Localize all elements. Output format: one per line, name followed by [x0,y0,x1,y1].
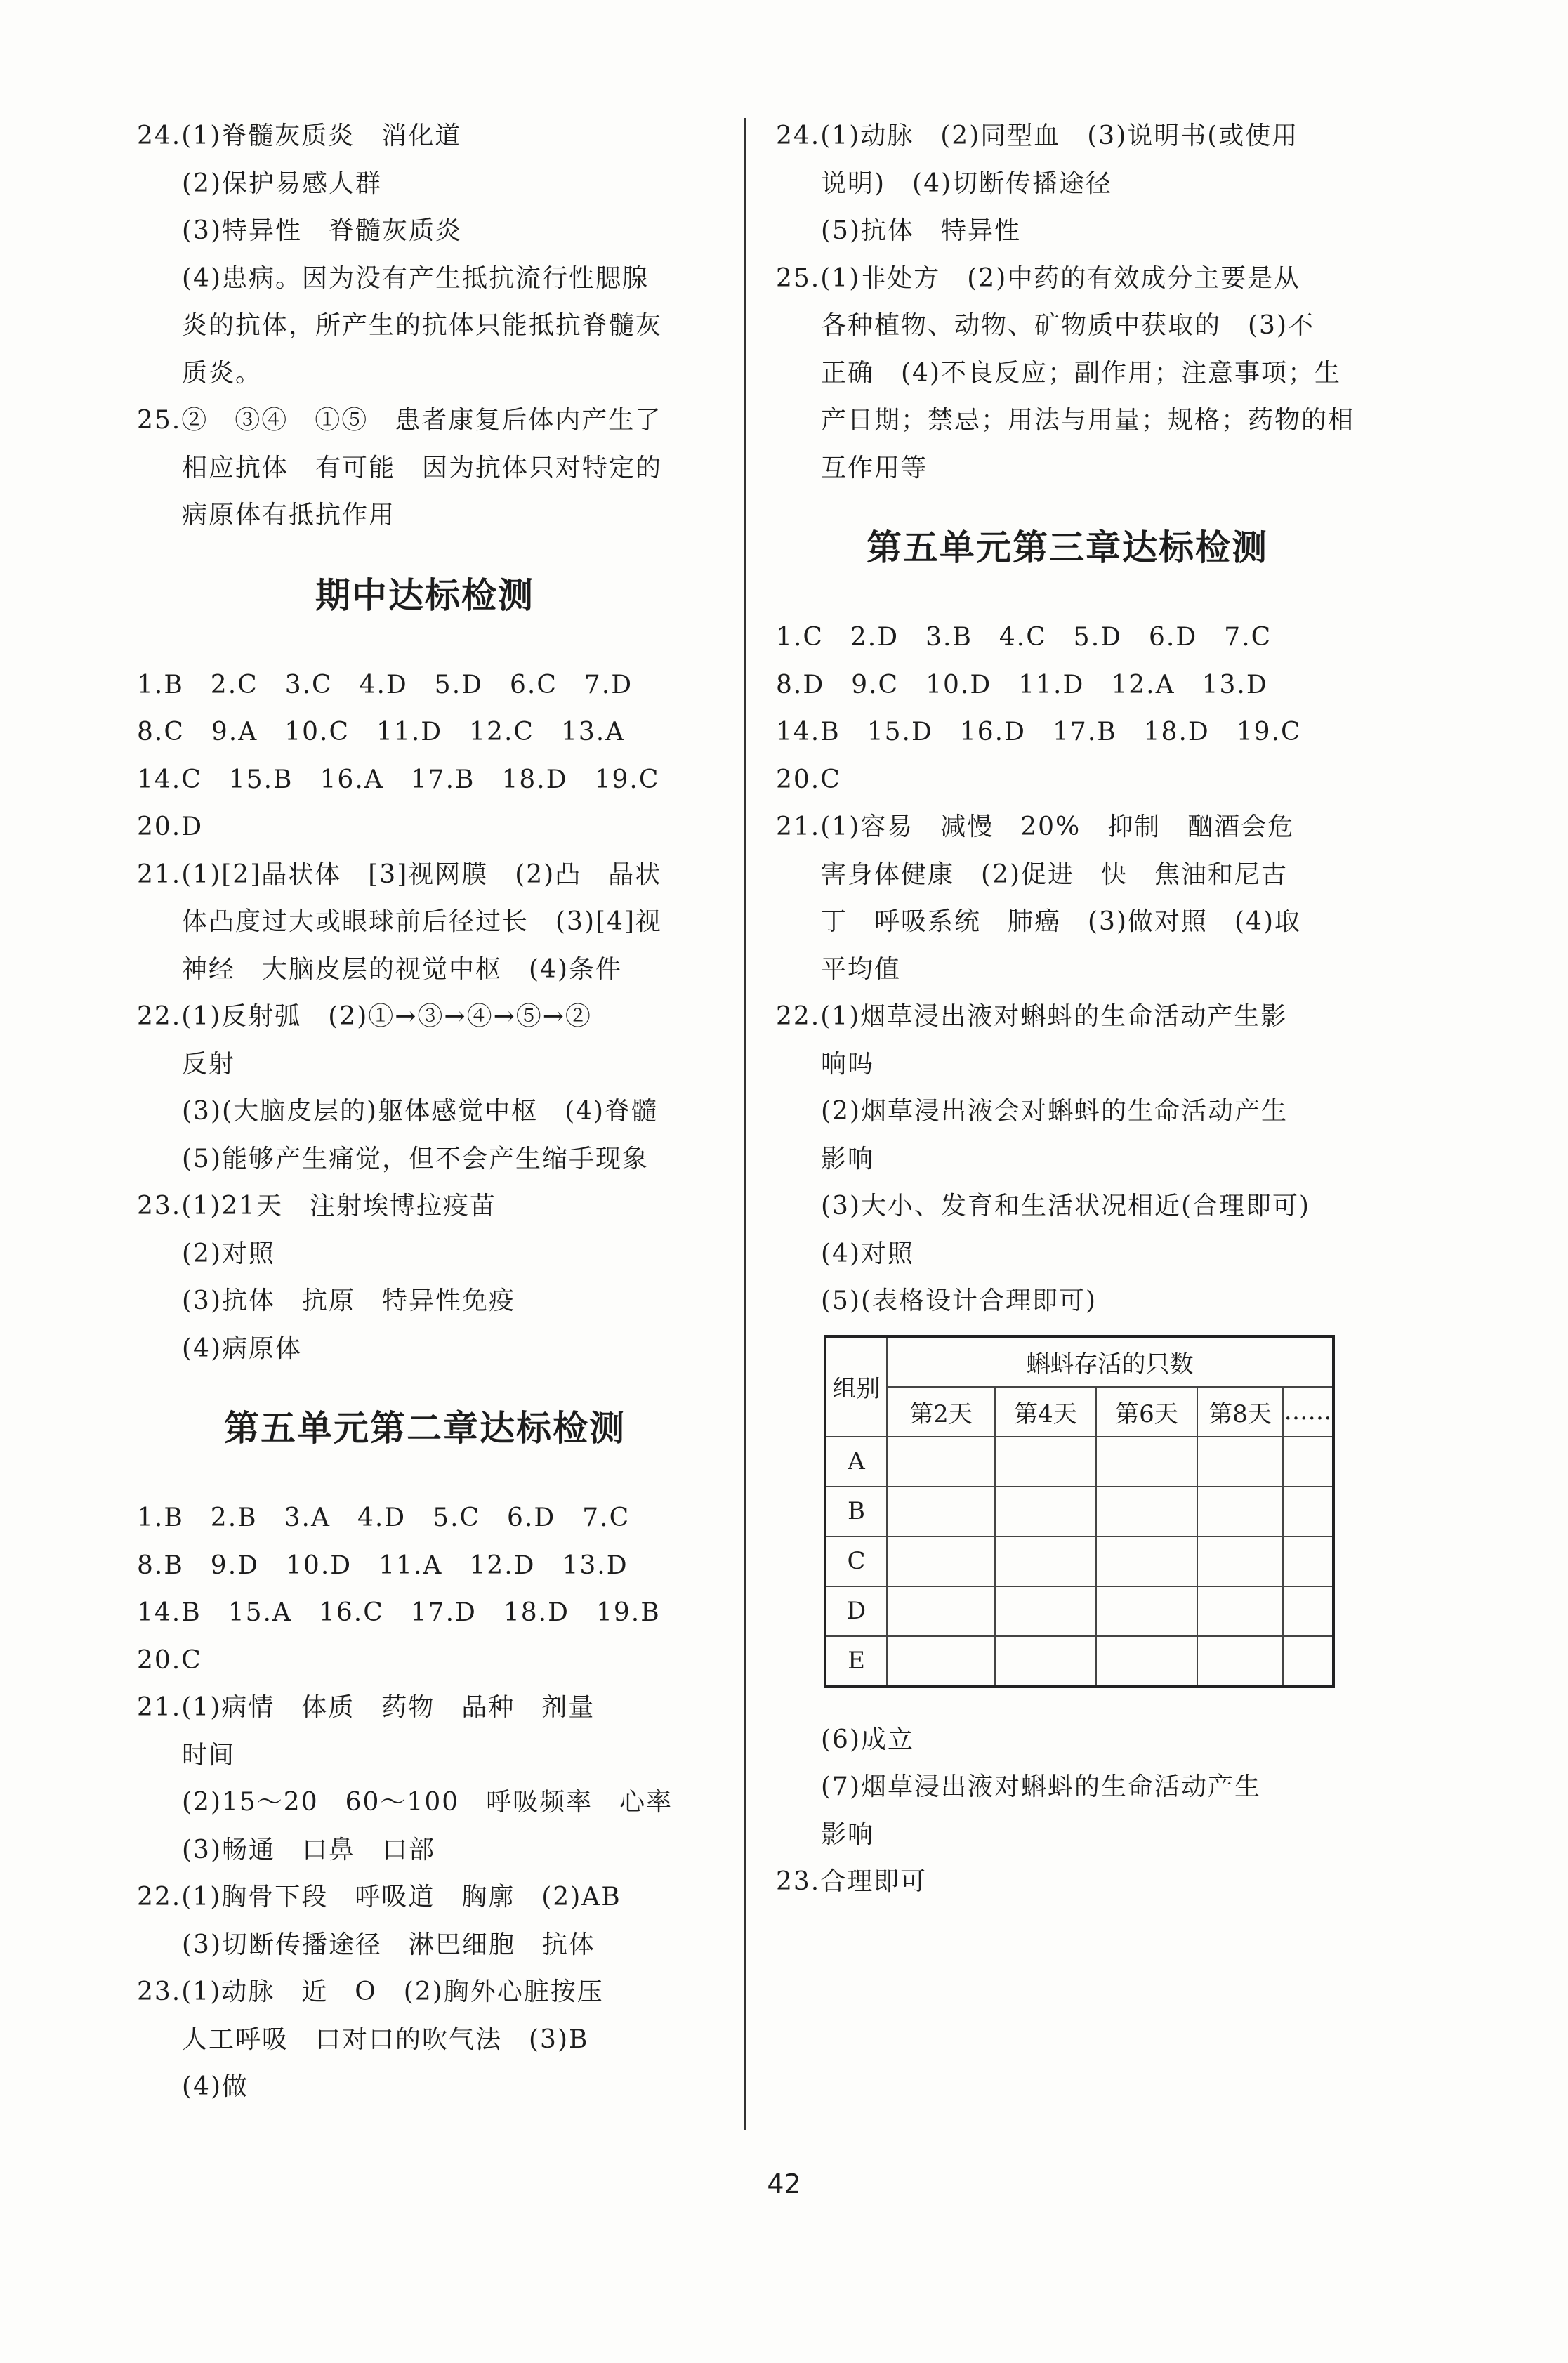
table-header-day: 第8天 [1197,1387,1283,1437]
answer-line: 24.(1)动脉 (2)同型血 (3)说明书(或使用 [776,121,1299,150]
answer-line: (3)畅通 口鼻 口部 [182,1835,435,1864]
table-cell [887,1487,995,1536]
answer-line: (3)切断传播途径 淋巴细胞 抗体 [182,1930,595,1959]
answer-line: (6)成立 [821,1725,914,1754]
section-chapter2-answers [137,1494,713,2111]
answer-line: 丁 呼吸系统 肺癌 (3)做对照 (4)取 [821,907,1301,936]
page-number: 42 [767,2168,801,2199]
table-cell-group: A [825,1437,887,1487]
table-cell [1197,1536,1283,1586]
answer-line: 反射 [182,1049,236,1079]
answer-line: 23.(1)21天 注射埃博拉疫苗 [137,1192,497,1220]
table-row [825,1487,1333,1536]
tadpole-survival-table [824,1335,1335,1688]
answer-line: 体凸度过大或眼球前后径过长 (3)[4]视 [182,907,662,936]
answer-line: (5)抗体 特异性 [821,216,1021,245]
table-cell [1283,1536,1333,1586]
table-cell [1197,1437,1283,1487]
table-cell [1283,1487,1333,1536]
table-cell [1197,1636,1283,1687]
table-cell [1283,1437,1333,1487]
answer-line: (3)特异性 脊髓灰质炎 [182,216,462,245]
answer-line: 14.B 15.D 16.D 17.B 18.D 19.C [776,718,1302,746]
table-cell [995,1636,1096,1687]
table-cell [1283,1636,1333,1687]
answer-line: (5)(表格设计合理即可) [821,1286,1098,1315]
table-cell [1283,1586,1333,1636]
answer-line: 质炎。 [182,358,263,388]
table-cell [1096,1437,1197,1487]
answer-line: 产日期；禁忌；用法与用量；规格；药物的相 [821,406,1355,435]
table-cell-group: E [825,1636,887,1687]
answer-line: 说明) (4)切断传播途径 [821,169,1113,198]
answer-line: 1.C 2.D 3.B 4.C 5.D 6.D 7.C [776,623,1272,652]
answer-line: (2)烟草浸出液会对蝌蚪的生命活动产生 [821,1097,1288,1126]
section-midterm-answers [137,661,713,1373]
answer-line: 1.B 2.B 3.A 4.D 5.C 6.D 7.C [137,1503,631,1532]
column-divider [744,118,746,2130]
answer-line: 21.(1)[2]晶状体 [3]视网膜 (2)凸 晶状 [137,860,662,889]
answer-line: 害身体健康 (2)促进 快 焦油和尼古 [821,860,1288,889]
answer-line: 响吗 [821,1049,875,1079]
table-header-day: …… [1283,1387,1333,1437]
answer-line: 20.C [776,765,841,794]
table-cell [1096,1536,1197,1586]
table-cell [1096,1487,1197,1536]
answer-line: 25.(1)非处方 (2)中药的有效成分主要是从 [776,263,1301,293]
answers-after-table [776,1716,1359,1906]
answer-line: 1.B 2.C 3.C 4.D 5.D 6.C 7.D [137,670,633,699]
answer-line: 24.(1)脊髓灰质炎 消化道 [137,121,462,150]
answer-line: 14.C 15.B 16.A 17.B 18.D 19.C [137,765,660,794]
table-row [825,1437,1333,1487]
table-cell [887,1536,995,1586]
answer-line: 病原体有抵抗作用 [182,501,396,529]
table-header-day: 第2天 [887,1387,995,1437]
answer-line: 炎的抗体，所产生的抗体只能抵抗脊髓灰 [182,311,663,340]
answer-line: 23.(1)动脉 近 O (2)胸外心脏按压 [137,1977,604,2006]
answer-line: 21.(1)病情 体质 药物 品种 剂量 [137,1693,595,1722]
answer-line: 20.D [137,812,204,841]
answer-line: 各种植物、动物、矿物质中获取的 (3)不 [821,311,1315,340]
section-chapter3-answers [776,614,1359,1325]
answer-line: 8.C 9.A 10.C 11.D 12.C 13.A [137,718,626,746]
table-cell [1096,1636,1197,1687]
answers-24-25-right [776,112,1359,492]
answer-line: (5)能够产生痛觉，但不会产生缩手现象 [182,1144,649,1173]
answer-line: (2)保护易感人群 [182,169,382,198]
section-title-chapter3: 第五单元第三章达标检测 [867,527,1268,568]
answer-line: 21.(1)容易 减慢 20% 抑制 酗酒会危 [776,812,1295,841]
answer-line: 22.(1)反射弧 (2)①→③→④→⑤→② [137,1002,592,1031]
answer-line: (3)(大脑皮层的)躯体感觉中枢 (4)脊髓 [182,1097,659,1126]
table-cell [995,1487,1096,1536]
left-column [137,112,713,2111]
table-cell [995,1437,1096,1487]
answer-line: 23.合理即可 [776,1867,928,1896]
answer-line: 8.B 9.D 10.D 11.A 12.D 13.D [137,1551,628,1580]
answer-line: (2)15～20 60～100 呼吸频率 心率 [182,1788,673,1817]
table-cell [1197,1586,1283,1636]
table-cell-group: B [825,1487,887,1536]
answer-line: (4)对照 [821,1239,914,1268]
section-title-midterm: 期中达标检测 [315,574,534,616]
table-cell-group: C [825,1536,887,1586]
table-cell [995,1536,1096,1586]
answer-line: 影响 [821,1144,875,1173]
answer-line: 22.(1)胸骨下段 呼吸道 胸廓 (2)AB [137,1883,621,1911]
table-cell [887,1636,995,1687]
answer-line: 正确 (4)不良反应；副作用；注意事项；生 [821,358,1341,388]
answer-line: 互作用等 [821,453,928,482]
answer-line: 25.② ③④ ①⑤ 患者康复后体内产生了 [137,406,662,435]
section-title-chapter2: 第五单元第二章达标检测 [224,1408,626,1449]
table-cell [887,1586,995,1636]
answer-line: (3)抗体 抗原 特异性免疫 [182,1286,515,1315]
answer-line: 22.(1)烟草浸出液对蝌蚪的生命活动产生影 [776,1002,1288,1031]
answer-line: 8.D 9.C 10.D 11.D 12.A 13.D [776,670,1268,699]
answer-line: 人工呼吸 口对口的吹气法 (3)B [182,2025,589,2054]
answer-line: 时间 [182,1740,236,1770]
answer-line: (7)烟草浸出液对蝌蚪的生命活动产生 [821,1772,1261,1801]
table-row [825,1586,1333,1636]
table-row [825,1636,1333,1687]
table-cell-group: D [825,1586,887,1636]
answer-line: 平均值 [821,954,902,984]
answer-line: 神经 大脑皮层的视觉中枢 (4)条件 [182,954,622,984]
table-header-day: 第4天 [995,1387,1096,1437]
table-cell [887,1437,995,1487]
table-cell [995,1586,1096,1636]
table-cell [1096,1586,1197,1636]
answers-24-25-left [137,112,713,539]
answer-line: (4)做 [182,2072,249,2101]
answer-line: (4)患病。因为没有产生抵抗流行性腮腺 [182,263,649,293]
answer-line: (2)对照 [182,1239,275,1268]
table-cell [1197,1487,1283,1536]
table-header-survival-count: 蝌蚪存活的只数 [887,1336,1333,1387]
table-row [825,1536,1333,1586]
table-header-group: 组别 [825,1336,887,1437]
answer-line: 影响 [821,1819,875,1849]
answer-line: (4)病原体 [182,1334,302,1363]
answer-line: 20.C [137,1645,202,1675]
right-column [776,112,1359,1906]
answer-line: 14.B 15.A 16.C 17.D 18.D 19.B [137,1598,661,1627]
answer-line: 相应抗体 有可能 因为抗体只对特定的 [182,453,663,482]
answer-line: (3)大小、发育和生活状况相近(合理即可) [821,1192,1311,1220]
table-header-day: 第6天 [1096,1387,1197,1437]
